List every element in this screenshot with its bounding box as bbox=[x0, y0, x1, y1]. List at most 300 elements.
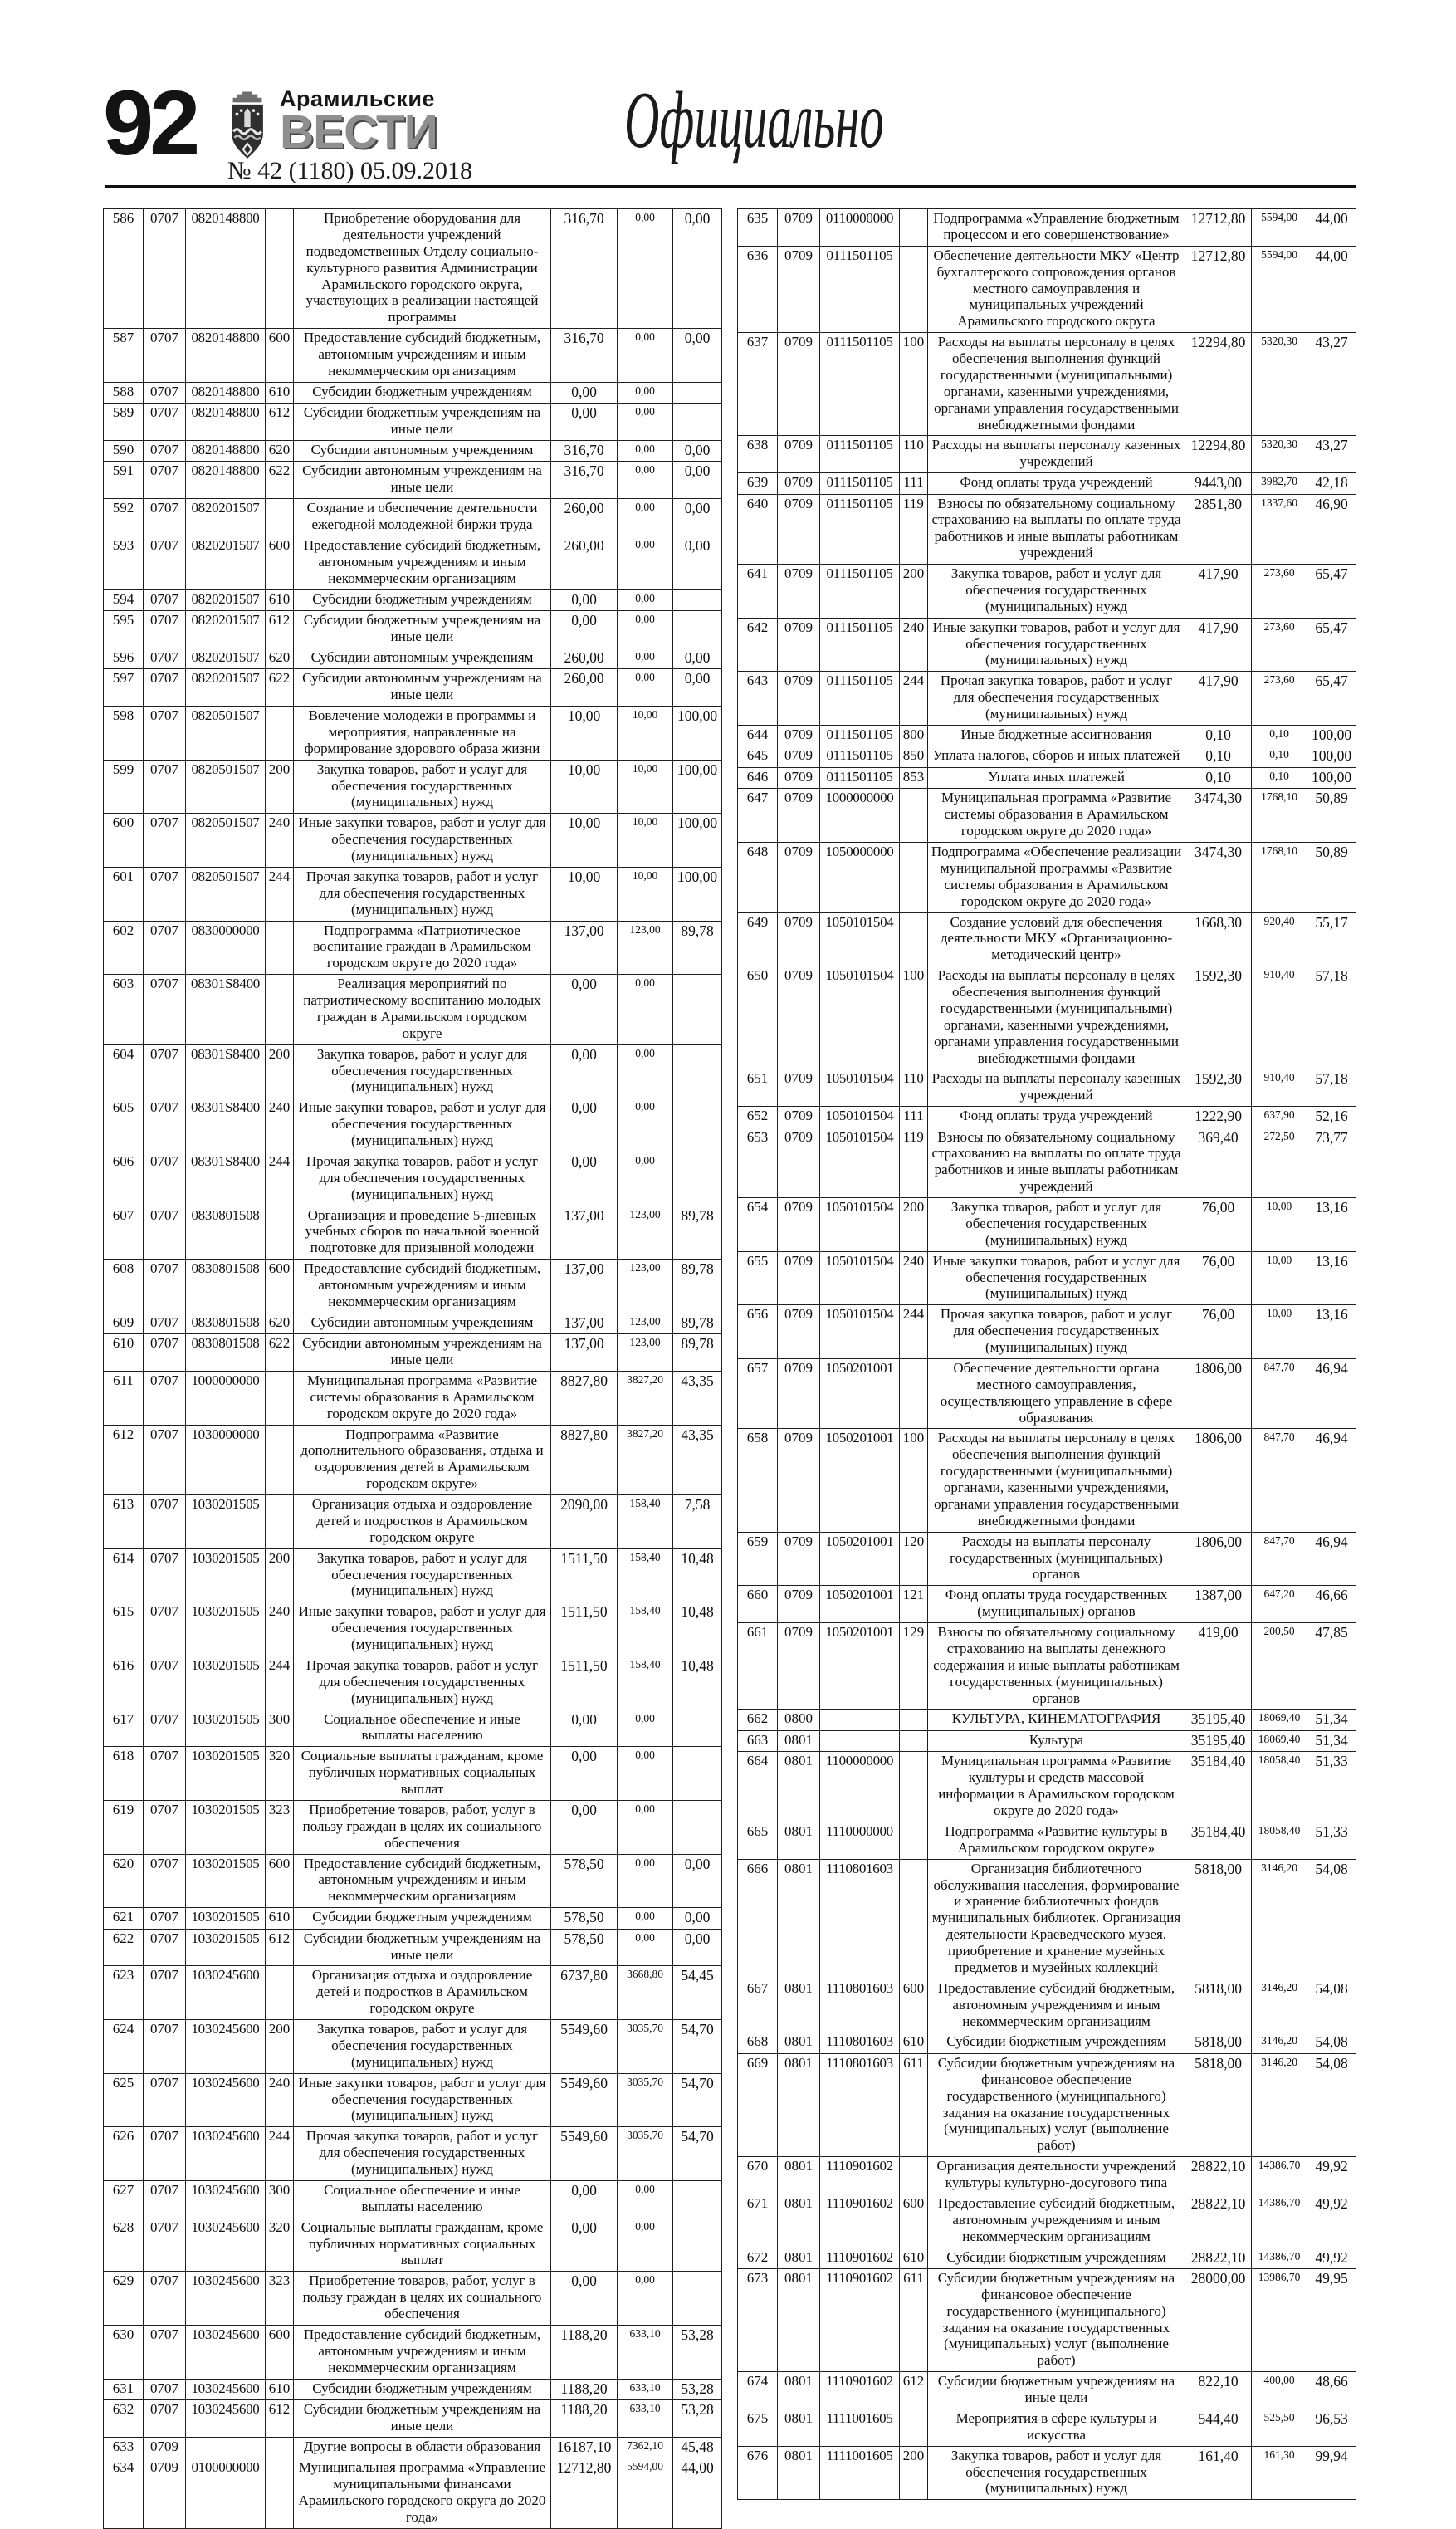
executed-amount-cell: 0,00 bbox=[618, 2180, 673, 2218]
row-number-cell: 607 bbox=[104, 1206, 144, 1260]
target-article-cell: 1050101504 bbox=[820, 912, 900, 966]
approved-amount-cell: 822,10 bbox=[1185, 2372, 1252, 2409]
executed-amount-cell: 18069,40 bbox=[1252, 1730, 1307, 1751]
expense-type-cell bbox=[266, 1371, 294, 1425]
row-number-cell: 613 bbox=[104, 1495, 144, 1549]
row-number-cell: 597 bbox=[104, 669, 144, 707]
percent-cell: 51,34 bbox=[1307, 1730, 1356, 1751]
expense-name-cell: Закупка товаров, работ и услуг для обеспечения государственных (муниципальных) нужд bbox=[294, 2020, 551, 2074]
executed-amount-cell: 10,00 bbox=[618, 867, 673, 921]
expense-type-cell: 850 bbox=[900, 746, 928, 767]
expense-type-cell bbox=[900, 2409, 928, 2446]
approved-amount-cell: 417,90 bbox=[1185, 618, 1252, 672]
section-code-cell: 0801 bbox=[778, 2409, 820, 2446]
expense-name-cell: Закупка товаров, работ и услуг для обеспечения государственных (муниципальных) нужд bbox=[294, 1044, 551, 1098]
percent-cell: 89,78 bbox=[673, 1313, 722, 1333]
section-code-cell: 0709 bbox=[778, 209, 820, 247]
percent-cell: 13,16 bbox=[1307, 1305, 1356, 1359]
approved-amount-cell: 0,00 bbox=[551, 1044, 618, 1098]
section-code-cell: 0801 bbox=[778, 2032, 820, 2053]
executed-amount-cell: 0,00 bbox=[618, 2272, 673, 2326]
approved-amount-cell: 260,00 bbox=[551, 536, 618, 589]
table-row bbox=[738, 2053, 1356, 2156]
table-row bbox=[104, 1747, 722, 1801]
expense-name-cell: Подпрограмма «Развитие культуры в Арамильском городском округе» bbox=[928, 1822, 1185, 1859]
expense-name-cell: Закупка товаров, работ и услуг для обеспечения государственных (муниципальных) нужд bbox=[928, 565, 1185, 619]
executed-amount-cell: 10,00 bbox=[1252, 1251, 1307, 1305]
row-number-cell: 627 bbox=[104, 2180, 144, 2218]
table-row bbox=[738, 1429, 1356, 1532]
table-row bbox=[104, 1044, 722, 1098]
target-article-cell: 1030245600 bbox=[186, 2400, 266, 2438]
row-number-cell: 592 bbox=[104, 499, 144, 536]
section-code-cell: 0709 bbox=[778, 725, 820, 746]
expense-type-cell bbox=[900, 843, 928, 913]
section-code-cell: 0709 bbox=[778, 746, 820, 767]
section-code-cell: 0707 bbox=[144, 2073, 186, 2127]
expense-type-cell: 622 bbox=[266, 669, 294, 707]
executed-amount-cell: 3035,70 bbox=[618, 2020, 673, 2074]
percent-cell: 46,94 bbox=[1307, 1358, 1356, 1429]
approved-amount-cell: 0,00 bbox=[551, 2272, 618, 2326]
percent-cell: 89,78 bbox=[673, 1206, 722, 1260]
target-article-cell: 0820201507 bbox=[186, 611, 266, 648]
expense-type-cell: 100 bbox=[900, 1429, 928, 1532]
table-row bbox=[104, 1800, 722, 1854]
approved-amount-cell: 161,40 bbox=[1185, 2446, 1252, 2500]
row-number-cell: 647 bbox=[738, 789, 778, 843]
table-row bbox=[104, 499, 722, 536]
expense-type-cell bbox=[900, 2157, 928, 2194]
executed-amount-cell: 400,00 bbox=[1252, 2372, 1307, 2409]
section-code-cell: 0709 bbox=[778, 789, 820, 843]
executed-amount-cell: 123,00 bbox=[618, 1334, 673, 1372]
section-code-cell: 0707 bbox=[144, 921, 186, 975]
row-number-cell: 645 bbox=[738, 746, 778, 767]
section-code-cell: 0801 bbox=[778, 1822, 820, 1859]
table-row bbox=[104, 382, 722, 403]
section-code-cell: 0707 bbox=[144, 760, 186, 814]
percent-cell: 57,18 bbox=[1307, 1069, 1356, 1107]
target-article-cell: 1050101504 bbox=[820, 966, 900, 1069]
expense-type-cell: 111 bbox=[900, 1107, 928, 1128]
percent-cell: 52,16 bbox=[1307, 1107, 1356, 1128]
table-row bbox=[104, 2127, 722, 2181]
expense-name-cell: Организация отдыха и оздоровление детей и подростков в Арамильском городском округе bbox=[294, 1495, 551, 1549]
target-article-cell: 1030245600 bbox=[186, 2180, 266, 2218]
section-code-cell: 0707 bbox=[144, 2272, 186, 2326]
expense-name-cell: Закупка товаров, работ и услуг для обеспечения государственных (муниципальных) нужд bbox=[294, 760, 551, 814]
percent-cell: 50,89 bbox=[1307, 843, 1356, 913]
row-number-cell: 618 bbox=[104, 1747, 144, 1801]
expense-name-cell: КУЛЬТУРА, КИНЕМАТОГРАФИЯ bbox=[928, 1710, 1185, 1730]
target-article-cell: 1050101504 bbox=[820, 1198, 900, 1252]
row-number-cell: 609 bbox=[104, 1313, 144, 1333]
expense-type-cell bbox=[266, 209, 294, 329]
expense-name-cell: Приобретение оборудования для деятельности учреждений подведомственных Отделу социально-культурного развития Администрации Арамильского городского округа, участвующих в реализации настоящей программы bbox=[294, 209, 551, 329]
row-number-cell: 614 bbox=[104, 1548, 144, 1602]
executed-amount-cell: 920,40 bbox=[1252, 912, 1307, 966]
expense-type-cell: 800 bbox=[900, 725, 928, 746]
table-row bbox=[104, 1313, 722, 1333]
executed-amount-cell: 10,00 bbox=[618, 707, 673, 761]
executed-amount-cell: 5320,30 bbox=[1252, 333, 1307, 436]
approved-amount-cell: 544,40 bbox=[1185, 2409, 1252, 2446]
approved-amount-cell: 1668,30 bbox=[1185, 912, 1252, 966]
executed-amount-cell: 633,10 bbox=[618, 2325, 673, 2379]
percent-cell: 49,92 bbox=[1307, 2157, 1356, 2194]
section-code-cell: 0707 bbox=[144, 1313, 186, 1333]
table-row bbox=[104, 1334, 722, 1372]
executed-amount-cell: 0,00 bbox=[618, 589, 673, 610]
percent-cell: 0,00 bbox=[673, 536, 722, 589]
approved-amount-cell: 5818,00 bbox=[1185, 1979, 1252, 2032]
row-number-cell: 662 bbox=[738, 1710, 778, 1730]
expense-name-cell: Приобретение товаров, работ, услуг в пользу граждан в целях их социального обеспечения bbox=[294, 1800, 551, 1854]
expense-name-cell: Прочая закупка товаров, работ и услуг для обеспечения государственных (муниципальных) нужд bbox=[294, 867, 551, 921]
percent-cell bbox=[673, 2180, 722, 2218]
section-code-cell: 0707 bbox=[144, 1800, 186, 1854]
section-code-cell: 0707 bbox=[144, 1854, 186, 1908]
section-code-cell: 0801 bbox=[778, 2248, 820, 2268]
city-emblem-icon bbox=[226, 90, 269, 161]
executed-amount-cell: 158,40 bbox=[618, 1548, 673, 1602]
percent-cell: 54,70 bbox=[673, 2127, 722, 2181]
table-row bbox=[738, 1532, 1356, 1586]
row-number-cell: 599 bbox=[104, 760, 144, 814]
row-number-cell: 656 bbox=[738, 1305, 778, 1359]
expense-name-cell: Расходы на выплаты персоналу казенных учреждений bbox=[928, 436, 1185, 473]
executed-amount-cell: 633,10 bbox=[618, 2400, 673, 2438]
approved-amount-cell: 1188,20 bbox=[551, 2325, 618, 2379]
approved-amount-cell: 0,00 bbox=[551, 382, 618, 403]
table-row bbox=[104, 1260, 722, 1313]
percent-cell: 50,89 bbox=[1307, 789, 1356, 843]
approved-amount-cell: 137,00 bbox=[551, 921, 618, 975]
executed-amount-cell: 0,10 bbox=[1252, 725, 1307, 746]
expense-type-cell: 200 bbox=[900, 1198, 928, 1252]
approved-amount-cell: 1222,90 bbox=[1185, 1107, 1252, 1128]
section-code-cell: 0709 bbox=[778, 1198, 820, 1252]
expense-type-cell: 200 bbox=[266, 2020, 294, 2074]
approved-amount-cell: 1511,50 bbox=[551, 1602, 618, 1656]
expense-name-cell: Субсидии автономным учреждениям на иные цели bbox=[294, 462, 551, 499]
table-row bbox=[104, 1854, 722, 1908]
table-row bbox=[104, 1206, 722, 1260]
executed-amount-cell: 1768,10 bbox=[1252, 789, 1307, 843]
table-row bbox=[104, 2218, 722, 2272]
target-article-cell: 1030245600 bbox=[186, 1966, 266, 2020]
table-row bbox=[104, 707, 722, 761]
target-article-cell: 0820148800 bbox=[186, 329, 266, 383]
expense-type-cell: 200 bbox=[266, 760, 294, 814]
percent-cell: 43,35 bbox=[673, 1425, 722, 1495]
percent-cell: 100,00 bbox=[673, 707, 722, 761]
header-rule bbox=[105, 185, 1356, 188]
approved-amount-cell: 6737,80 bbox=[551, 1966, 618, 2020]
section-code-cell: 0709 bbox=[778, 1623, 820, 1710]
expense-type-cell: 853 bbox=[900, 767, 928, 788]
page-number: 92 bbox=[103, 72, 197, 174]
expense-type-cell bbox=[266, 1495, 294, 1549]
row-number-cell: 648 bbox=[738, 843, 778, 913]
target-article-cell: 0820148800 bbox=[186, 209, 266, 329]
table-row bbox=[104, 404, 722, 441]
executed-amount-cell: 3668,80 bbox=[618, 1966, 673, 2020]
row-number-cell: 634 bbox=[104, 2458, 144, 2529]
row-number-cell: 633 bbox=[104, 2437, 144, 2458]
table-row bbox=[104, 462, 722, 499]
table-row bbox=[738, 966, 1356, 1069]
target-article-cell: 1110801603 bbox=[820, 1979, 900, 2032]
approved-amount-cell: 316,70 bbox=[551, 440, 618, 461]
target-article-cell: 0820148800 bbox=[186, 382, 266, 403]
expense-name-cell: Приобретение товаров, работ, услуг в пользу граждан в целях их социального обеспечения bbox=[294, 2272, 551, 2326]
expense-name-cell: Расходы на выплаты персоналу казенных учреждений bbox=[928, 1069, 1185, 1107]
executed-amount-cell: 1337,60 bbox=[1252, 494, 1307, 565]
approved-amount-cell: 35184,40 bbox=[1185, 1752, 1252, 1822]
table-row bbox=[104, 1495, 722, 1549]
percent-cell: 0,00 bbox=[673, 209, 722, 329]
executed-amount-cell: 5594,00 bbox=[618, 2458, 673, 2529]
expense-type-cell: 244 bbox=[266, 1152, 294, 1206]
expense-name-cell: Взносы по обязательному социальному страхованию на выплаты по оплате труда работников и иные выплаты работникам учреждений bbox=[928, 1128, 1185, 1198]
row-number-cell: 632 bbox=[104, 2400, 144, 2438]
row-number-cell: 610 bbox=[104, 1334, 144, 1372]
section-code-cell: 0707 bbox=[144, 1044, 186, 1098]
percent-cell: 54,45 bbox=[673, 1966, 722, 2020]
section-code-cell: 0801 bbox=[778, 2372, 820, 2409]
approved-amount-cell: 369,40 bbox=[1185, 1128, 1252, 1198]
approved-amount-cell: 10,00 bbox=[551, 707, 618, 761]
expense-name-cell: Предоставление субсидий бюджетным, автономным учреждениям и иным некоммерческим организациям bbox=[928, 1979, 1185, 2032]
expense-name-cell: Закупка товаров, работ и услуг для обеспечения государственных (муниципальных) нужд bbox=[928, 1198, 1185, 1252]
target-article-cell: 0830801508 bbox=[186, 1206, 266, 1260]
row-number-cell: 669 bbox=[738, 2053, 778, 2156]
section-code-cell: 0709 bbox=[778, 618, 820, 672]
table-row bbox=[738, 209, 1356, 247]
percent-cell: 0,00 bbox=[673, 440, 722, 461]
expense-name-cell: Предоставление субсидий бюджетным, автономным учреждениям и иным некоммерческим организациям bbox=[294, 536, 551, 589]
target-article-cell: 1050101504 bbox=[820, 1069, 900, 1107]
approved-amount-cell: 76,00 bbox=[1185, 1251, 1252, 1305]
percent-cell: 43,27 bbox=[1307, 333, 1356, 436]
percent-cell bbox=[673, 975, 722, 1045]
section-code-cell: 0707 bbox=[144, 1495, 186, 1549]
section-code-cell: 0707 bbox=[144, 669, 186, 707]
target-article-cell: 0111501105 bbox=[820, 565, 900, 619]
approved-amount-cell: 10,00 bbox=[551, 814, 618, 868]
target-article-cell: 1030245600 bbox=[186, 2325, 266, 2379]
expense-type-cell: 612 bbox=[266, 2400, 294, 2438]
expense-type-cell: 622 bbox=[266, 1334, 294, 1372]
row-number-cell: 590 bbox=[104, 440, 144, 461]
approved-amount-cell: 10,00 bbox=[551, 760, 618, 814]
row-number-cell: 629 bbox=[104, 2272, 144, 2326]
percent-cell bbox=[673, 1710, 722, 1747]
section-code-cell: 0707 bbox=[144, 2127, 186, 2181]
target-article-cell: 1030201505 bbox=[186, 1929, 266, 1966]
target-article-cell: 1050201001 bbox=[820, 1623, 900, 1710]
target-article-cell: 1110901602 bbox=[820, 2157, 900, 2194]
section-code-cell: 0709 bbox=[778, 1251, 820, 1305]
section-code-cell: 0709 bbox=[144, 2458, 186, 2529]
target-article-cell bbox=[186, 2437, 266, 2458]
section-code-cell: 0801 bbox=[778, 2268, 820, 2371]
expense-type-cell: 120 bbox=[900, 1532, 928, 1586]
row-number-cell: 596 bbox=[104, 648, 144, 668]
percent-cell: 7,58 bbox=[673, 1495, 722, 1549]
row-number-cell: 676 bbox=[738, 2446, 778, 2500]
table-row bbox=[738, 2248, 1356, 2268]
target-article-cell: 1050101504 bbox=[820, 1128, 900, 1198]
expense-type-cell: 612 bbox=[266, 404, 294, 441]
executed-amount-cell: 272,50 bbox=[1252, 1128, 1307, 1198]
percent-cell: 73,77 bbox=[1307, 1128, 1356, 1198]
executed-amount-cell: 3146,20 bbox=[1252, 2032, 1307, 2053]
percent-cell: 46,66 bbox=[1307, 1586, 1356, 1623]
expense-type-cell bbox=[900, 1859, 928, 1979]
masthead bbox=[280, 86, 437, 159]
row-number-cell: 626 bbox=[104, 2127, 144, 2181]
target-article-cell bbox=[820, 1710, 900, 1730]
row-number-cell: 646 bbox=[738, 767, 778, 788]
expense-name-cell: Подпрограмма «Патриотическое воспитание граждан в Арамильском городском округе до 2020 года» bbox=[294, 921, 551, 975]
executed-amount-cell: 3982,70 bbox=[1252, 473, 1307, 494]
section-code-cell: 0709 bbox=[778, 436, 820, 473]
row-number-cell: 620 bbox=[104, 1854, 144, 1908]
target-article-cell: 0111501105 bbox=[820, 672, 900, 726]
table-row bbox=[104, 1425, 722, 1495]
executed-amount-cell: 0,00 bbox=[618, 1152, 673, 1206]
expense-name-cell: Расходы на выплаты персоналу государственных (муниципальных) органов bbox=[928, 1532, 1185, 1586]
target-article-cell: 0820201507 bbox=[186, 499, 266, 536]
section-code-cell: 0709 bbox=[778, 1532, 820, 1586]
table-row bbox=[738, 1251, 1356, 1305]
section-code-cell: 0709 bbox=[144, 2437, 186, 2458]
table-row bbox=[104, 1710, 722, 1747]
approved-amount-cell: 260,00 bbox=[551, 669, 618, 707]
section-code-cell: 0709 bbox=[778, 494, 820, 565]
expense-type-cell bbox=[900, 1730, 928, 1751]
row-number-cell: 603 bbox=[104, 975, 144, 1045]
expense-type-cell: 244 bbox=[266, 2127, 294, 2181]
executed-amount-cell: 0,00 bbox=[618, 404, 673, 441]
approved-amount-cell: 578,50 bbox=[551, 1908, 618, 1929]
table-row bbox=[104, 1966, 722, 2020]
expense-name-cell: Организация и проведение 5-дневных учебных сборов по начальной военной подготовке для призывной молодежи bbox=[294, 1206, 551, 1260]
expense-type-cell: 111 bbox=[900, 473, 928, 494]
table-row bbox=[738, 473, 1356, 494]
approved-amount-cell: 417,90 bbox=[1185, 565, 1252, 619]
percent-cell: 49,92 bbox=[1307, 2194, 1356, 2248]
executed-amount-cell: 0,00 bbox=[618, 1800, 673, 1854]
approved-amount-cell: 35195,40 bbox=[1185, 1730, 1252, 1751]
expense-name-cell: Иные бюджетные ассигнования bbox=[928, 725, 1185, 746]
percent-cell: 51,33 bbox=[1307, 1752, 1356, 1822]
approved-amount-cell: 0,00 bbox=[551, 404, 618, 441]
percent-cell: 53,28 bbox=[673, 2400, 722, 2438]
target-article-cell: 0820148800 bbox=[186, 462, 266, 499]
expense-name-cell: Вовлечение молодежи в программы и мероприятия, направленные на формирование здорового образа жизни bbox=[294, 707, 551, 761]
executed-amount-cell: 847,70 bbox=[1252, 1429, 1307, 1532]
expense-name-cell: Организация библиотечного обслуживания населения, формирование и хранение библиотечных фондов муниципальных библиотек. Организация деятельности Краеведческого музея, приобретение и хранение музейных предметов и музейных коллекций bbox=[928, 1859, 1185, 1979]
section-code-cell: 0707 bbox=[144, 2379, 186, 2399]
expense-name-cell: Создание условий для обеспечения деятельности МКУ «Организационно-методический центр» bbox=[928, 912, 1185, 966]
percent-cell: 0,00 bbox=[673, 462, 722, 499]
table-row bbox=[104, 1929, 722, 1966]
approved-amount-cell: 12294,80 bbox=[1185, 436, 1252, 473]
percent-cell: 42,18 bbox=[1307, 473, 1356, 494]
expense-type-cell: 119 bbox=[900, 494, 928, 565]
percent-cell bbox=[673, 382, 722, 403]
approved-amount-cell: 10,00 bbox=[551, 867, 618, 921]
approved-amount-cell: 12712,80 bbox=[1185, 209, 1252, 247]
expense-name-cell: Культура bbox=[928, 1730, 1185, 1751]
table-row bbox=[738, 725, 1356, 746]
expense-name-cell: Фонд оплаты труда учреждений bbox=[928, 473, 1185, 494]
section-code-cell: 0709 bbox=[778, 1305, 820, 1359]
expense-type-cell: 620 bbox=[266, 1313, 294, 1333]
expense-type-cell: 323 bbox=[266, 2272, 294, 2326]
executed-amount-cell: 123,00 bbox=[618, 1313, 673, 1333]
expense-name-cell: Субсидии бюджетным учреждениям bbox=[294, 2379, 551, 2399]
expense-name-cell: Субсидии бюджетным учреждениям на иные цели bbox=[294, 404, 551, 441]
target-article-cell: 0111501105 bbox=[820, 473, 900, 494]
target-article-cell: 0820501507 bbox=[186, 707, 266, 761]
percent-cell: 44,00 bbox=[1307, 246, 1356, 332]
section-code-cell: 0709 bbox=[778, 1128, 820, 1198]
executed-amount-cell: 0,00 bbox=[618, 1044, 673, 1098]
expense-type-cell: 600 bbox=[266, 329, 294, 383]
executed-amount-cell: 637,90 bbox=[1252, 1107, 1307, 1128]
target-article-cell: 1030245600 bbox=[186, 2379, 266, 2399]
section-code-cell: 0707 bbox=[144, 707, 186, 761]
table-row bbox=[104, 2400, 722, 2438]
expense-name-cell: Реализация мероприятий по патриотическому воспитанию молодых граждан в Арамильском городском округе bbox=[294, 975, 551, 1045]
section-code-cell: 0707 bbox=[144, 867, 186, 921]
expense-type-cell: 300 bbox=[266, 1710, 294, 1747]
executed-amount-cell: 0,00 bbox=[618, 499, 673, 536]
executed-amount-cell: 273,60 bbox=[1252, 672, 1307, 726]
approved-amount-cell: 35195,40 bbox=[1185, 1710, 1252, 1730]
percent-cell: 53,28 bbox=[673, 2379, 722, 2399]
target-article-cell: 08301S8400 bbox=[186, 1044, 266, 1098]
table-row bbox=[738, 2032, 1356, 2053]
row-number-cell: 664 bbox=[738, 1752, 778, 1822]
target-article-cell: 1110000000 bbox=[820, 1822, 900, 1859]
approved-amount-cell: 0,00 bbox=[551, 1152, 618, 1206]
expense-name-cell: Взносы по обязательному социальному страхованию на выплаты по оплате труда работников и иные выплаты работникам учреждений bbox=[928, 494, 1185, 565]
expense-name-cell: Закупка товаров, работ и услуг для обеспечения государственных (муниципальных) нужд bbox=[928, 2446, 1185, 2500]
section-code-cell: 0707 bbox=[144, 648, 186, 668]
table-row bbox=[738, 1822, 1356, 1859]
expense-name-cell: Прочая закупка товаров, работ и услуг для обеспечения государственных (муниципальных) нужд bbox=[294, 1152, 551, 1206]
approved-amount-cell: 1511,50 bbox=[551, 1656, 618, 1710]
executed-amount-cell: 10,00 bbox=[618, 760, 673, 814]
row-number-cell: 630 bbox=[104, 2325, 144, 2379]
executed-amount-cell: 0,00 bbox=[618, 1854, 673, 1908]
expense-name-cell: Социальные выплаты гражданам, кроме публичных нормативных социальных выплат bbox=[294, 1747, 551, 1801]
target-article-cell: 1030245600 bbox=[186, 2127, 266, 2181]
expense-type-cell: 600 bbox=[266, 536, 294, 589]
approved-amount-cell: 578,50 bbox=[551, 1929, 618, 1966]
target-article-cell: 1030201505 bbox=[186, 1548, 266, 1602]
expense-name-cell: Субсидии бюджетным учреждениям bbox=[928, 2032, 1185, 2053]
executed-amount-cell: 123,00 bbox=[618, 1260, 673, 1313]
row-number-cell: 587 bbox=[104, 329, 144, 383]
expense-type-cell bbox=[900, 1710, 928, 1730]
